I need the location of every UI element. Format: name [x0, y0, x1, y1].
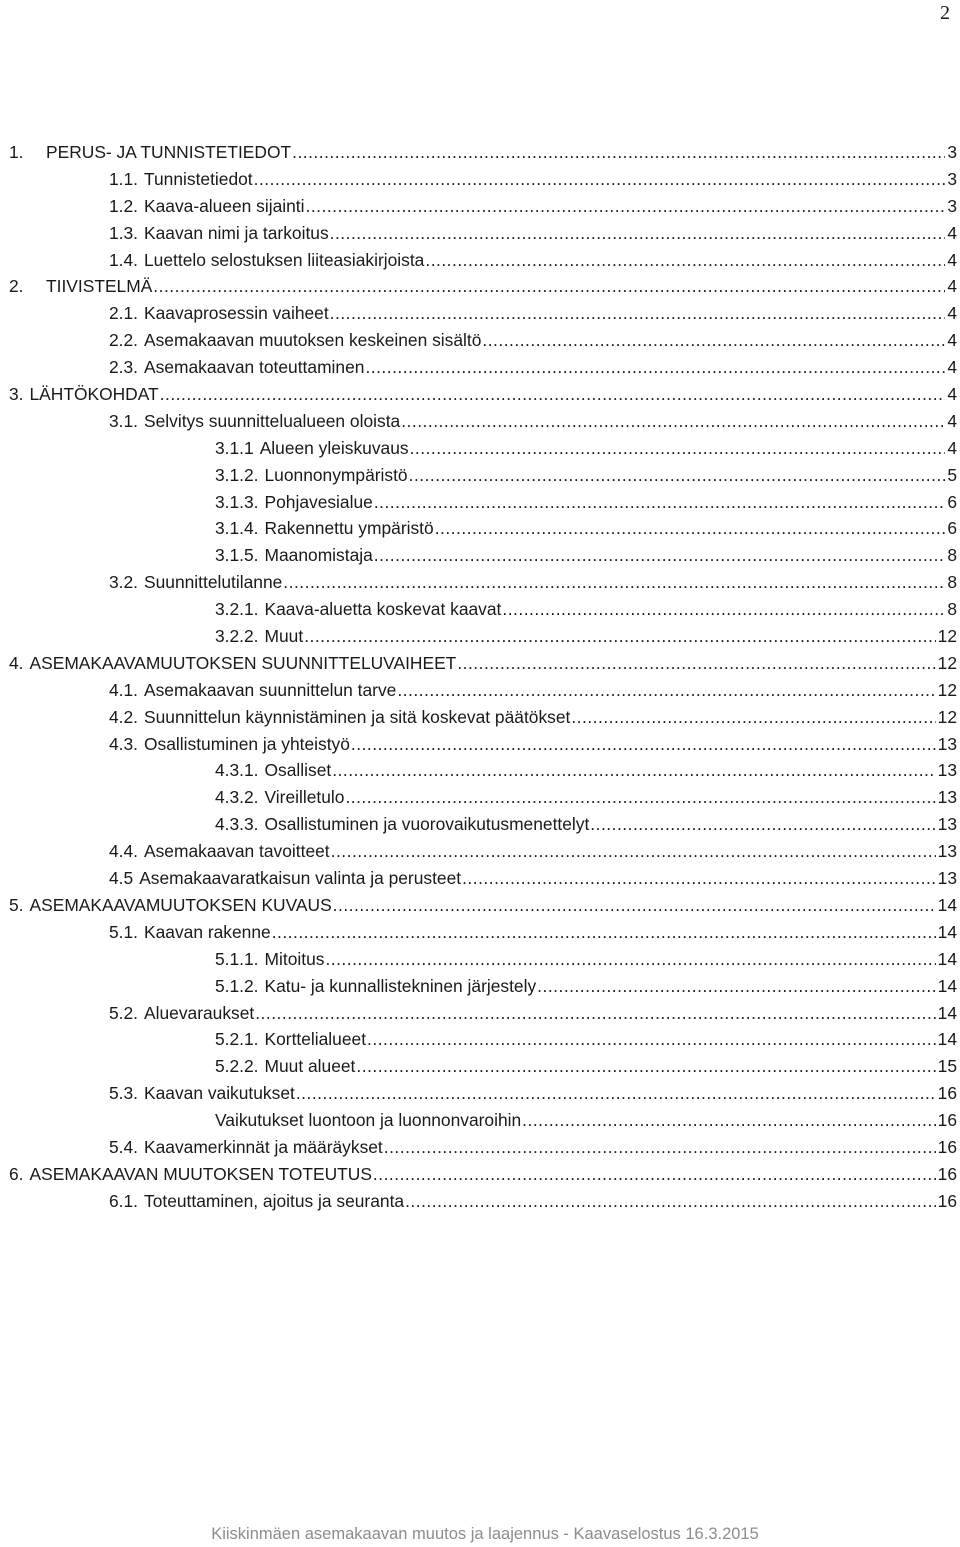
toc-entry-title: Muut alueet	[264, 1056, 356, 1077]
toc-entry-page: 13	[937, 841, 957, 862]
toc-dot-leader	[296, 1082, 936, 1104]
toc-dot-leader	[356, 1055, 935, 1077]
toc-entry[interactable]	[0, 141, 960, 168]
toc-dot-leader	[374, 491, 946, 513]
toc-entry-title: Asemakaavan suunnittelun tarve	[144, 679, 397, 700]
toc-dot-leader	[306, 195, 946, 217]
toc-entry[interactable]	[0, 491, 960, 518]
toc-entry-page: 4	[947, 303, 957, 324]
toc-entry-title: Luettelo selostuksen liiteasiakirjoista	[144, 249, 425, 270]
toc-entry-page: 8	[947, 545, 957, 566]
toc-dot-leader	[405, 1190, 936, 1212]
toc-entry-number: 3.1.1	[215, 437, 254, 458]
toc-entry-page: 13	[937, 868, 957, 889]
toc-entry-page: 12	[937, 679, 957, 700]
toc-entry[interactable]	[0, 302, 960, 329]
toc-entry-page: 4	[947, 276, 957, 297]
toc-dot-leader	[292, 141, 945, 163]
toc-entry[interactable]	[0, 598, 960, 625]
toc-entry[interactable]	[0, 1136, 960, 1163]
toc-entry-page: 14	[937, 1029, 957, 1050]
toc-entry-page: 14	[937, 1002, 957, 1023]
toc-entry-title: Asemakaavan muutoksen keskeinen sisältö	[144, 330, 482, 351]
toc-entry-page: 4	[947, 410, 957, 431]
toc-entry-title: Selvitys suunnittelualueen oloista	[144, 410, 401, 431]
toc-entry-title: ASEMAKAAVAN MUUTOKSEN TOTEUTUS	[29, 1163, 372, 1184]
toc-entry-title: Suunnittelun käynnistäminen ja sitä koskevat päätökset	[144, 706, 571, 727]
toc-entry-title: Korttelialueet	[264, 1029, 367, 1050]
toc-entry-number: 4.	[9, 652, 24, 673]
toc-entry[interactable]	[0, 464, 960, 491]
toc-dot-leader	[571, 706, 935, 728]
toc-entry-number: 2.1.	[109, 303, 139, 324]
toc-entry-title: Pohjavesialue	[264, 491, 373, 512]
toc-entry-number: 5.2.1.	[215, 1029, 259, 1050]
toc-dot-leader	[330, 302, 946, 324]
toc-entry-title: Mitoitus	[264, 948, 325, 969]
toc-entry-page: 13	[937, 760, 957, 781]
toc-dot-leader	[330, 222, 946, 244]
toc-entry-title: LÄHTÖKOHDAT	[29, 384, 159, 405]
toc-entry[interactable]	[0, 329, 960, 356]
toc-entry[interactable]	[0, 867, 960, 894]
toc-entry-title: Kaavamerkinnät ja määräykset	[144, 1136, 383, 1157]
toc-entry[interactable]	[0, 356, 960, 383]
toc-dot-leader	[304, 625, 935, 647]
toc-entry[interactable]	[0, 383, 960, 410]
toc-dot-leader	[332, 759, 935, 781]
toc-entry-number: 3.1.3.	[215, 491, 259, 512]
toc-entry-number: 2.	[9, 276, 24, 297]
toc-entry-page: 4	[947, 249, 957, 270]
toc-dot-leader	[425, 249, 945, 271]
toc-entry-page: 13	[937, 814, 957, 835]
page-number: 2	[940, 2, 950, 24]
toc-entry-page: 8	[947, 599, 957, 620]
toc-dot-leader	[435, 517, 946, 539]
toc-entry[interactable]	[0, 249, 960, 276]
toc-entry-page: 3	[947, 168, 957, 189]
toc-entry-number: 2.3.	[109, 357, 139, 378]
toc-entry-title: Luonnonympäristö	[264, 464, 408, 485]
toc-entry-title: Kaava-aluetta koskevat kaavat	[264, 599, 502, 620]
toc-entry-page: 14	[937, 975, 957, 996]
toc-dot-leader	[401, 410, 945, 432]
toc-entry-number: 1.3.	[109, 222, 139, 243]
toc-entry-number: 3.1.	[109, 410, 139, 431]
toc-entry-title: Suunnittelutilanne	[144, 572, 283, 593]
toc-dot-leader	[351, 733, 936, 755]
toc-dot-leader	[331, 840, 936, 862]
toc-dot-leader	[590, 813, 935, 835]
toc-entry[interactable]	[0, 786, 960, 813]
toc-entry-title: Maanomistaja	[264, 545, 373, 566]
toc-entry-number: 1.	[9, 142, 24, 162]
toc-entry-title: Osallistuminen ja vuorovaikutusmenettelyt	[264, 814, 590, 835]
toc-entry-title: Kaava-alueen sijainti	[144, 195, 305, 216]
toc-entry-page: 12	[937, 706, 957, 727]
toc-entry-number: 3.2.1.	[215, 599, 259, 620]
toc-entry-number: 4.3.2.	[215, 787, 259, 808]
toc-dot-leader	[457, 652, 935, 674]
table-of-contents	[0, 141, 960, 1217]
toc-entry[interactable]	[0, 517, 960, 544]
toc-dot-leader	[537, 975, 936, 997]
toc-entry[interactable]	[0, 1082, 960, 1109]
toc-entry-number: 3.1.4.	[215, 518, 259, 539]
toc-entry-page: 4	[947, 330, 957, 351]
toc-dot-leader	[272, 921, 936, 943]
toc-dot-leader	[374, 544, 946, 566]
toc-entry-number: 4.4.	[109, 841, 139, 862]
toc-dot-leader	[153, 275, 945, 297]
toc-entry[interactable]	[0, 813, 960, 840]
toc-entry-page: 16	[937, 1083, 957, 1104]
toc-entry-page: 5	[947, 464, 957, 485]
toc-entry-page: 12	[937, 626, 957, 647]
toc-dot-leader	[373, 1163, 936, 1185]
toc-entry-title: Osallistuminen ja yhteistyö	[144, 733, 350, 754]
toc-entry-title: Kaavan nimi ja tarkoitus	[144, 222, 329, 243]
page-footer: Kiiskinmäen asemakaavan muutos ja laajennus - Kaavaselostus 16.3.2015	[211, 1525, 759, 1543]
toc-entry-number: 5.	[9, 894, 24, 915]
toc-entry-page: 14	[937, 894, 957, 915]
toc-entry-number: 1.1.	[109, 168, 139, 189]
toc-dot-leader	[325, 948, 935, 970]
toc-entry-number: 5.1.1.	[215, 948, 259, 969]
toc-entry[interactable]	[0, 921, 960, 948]
toc-entry-number: 3.2.	[109, 572, 139, 593]
toc-entry-page: 13	[937, 733, 957, 754]
toc-entry[interactable]	[0, 275, 960, 302]
toc-entry[interactable]	[0, 840, 960, 867]
toc-entry-title: Rakennettu ympäristö	[264, 518, 434, 539]
toc-entry[interactable]	[0, 195, 960, 222]
toc-entry-page: 14	[937, 948, 957, 969]
toc-entry-number: 3.1.2.	[215, 464, 259, 485]
toc-entry-title: Toteuttaminen, ajoitus ja seuranta	[144, 1190, 405, 1211]
toc-entry-number: 5.2.2.	[215, 1056, 259, 1077]
toc-entry[interactable]	[0, 975, 960, 1002]
toc-entry[interactable]	[0, 625, 960, 652]
toc-entry-title: PERUS- JA TUNNISTETIEDOT	[46, 142, 292, 162]
toc-entry-title: Vireilletulo	[264, 787, 345, 808]
toc-dot-leader	[462, 867, 936, 889]
toc-entry-number: 4.1.	[109, 679, 139, 700]
toc-entry-number: 5.1.2.	[215, 975, 259, 996]
toc-entry-number: 4.3.3.	[215, 814, 259, 835]
toc-entry-number: 4.2.	[109, 706, 139, 727]
toc-entry[interactable]	[0, 544, 960, 571]
toc-entry[interactable]	[0, 733, 960, 760]
toc-entry-title: Alueen yleiskuvaus	[259, 437, 409, 458]
toc-entry-number: 5.3.	[109, 1083, 139, 1104]
toc-entry-title: Osalliset	[264, 760, 332, 781]
toc-entry-number: 4.3.	[109, 733, 139, 754]
toc-entry-page: 6	[947, 518, 957, 539]
toc-entry-number: 4.3.1.	[215, 760, 259, 781]
toc-dot-leader	[255, 1002, 935, 1024]
toc-entry-number: 5.1.	[109, 921, 139, 942]
toc-entry-page: 16	[937, 1190, 957, 1211]
toc-entry-number: 3.	[9, 384, 24, 405]
toc-dot-leader	[367, 1028, 936, 1050]
toc-entry-page: 8	[947, 572, 957, 593]
toc-entry-number: 5.4.	[109, 1136, 139, 1157]
toc-entry[interactable]	[0, 759, 960, 786]
toc-entry-title: Asemakaavan toteuttaminen	[144, 357, 365, 378]
toc-entry[interactable]	[0, 1028, 960, 1055]
toc-entry[interactable]	[0, 1002, 960, 1029]
toc-dot-leader	[410, 437, 946, 459]
toc-entry[interactable]	[0, 1109, 960, 1136]
toc-dot-leader	[397, 679, 935, 701]
toc-entry-title: Vaikutukset luontoon ja luonnonvaroihin	[215, 1110, 522, 1131]
toc-entry-page: 4	[947, 384, 957, 405]
toc-entry-number: 3.1.5.	[215, 545, 259, 566]
toc-entry-title: Katu- ja kunnallistekninen järjestely	[264, 975, 537, 996]
toc-dot-leader	[482, 329, 945, 351]
toc-entry[interactable]	[0, 168, 960, 195]
toc-entry-page: 12	[937, 652, 957, 673]
toc-entry-page: 15	[937, 1056, 957, 1077]
toc-entry-page: 4	[947, 357, 957, 378]
toc-dot-leader	[254, 168, 946, 190]
toc-entry[interactable]	[0, 222, 960, 249]
toc-entry-number: 3.2.2.	[215, 626, 259, 647]
toc-entry-page: 4	[947, 437, 957, 458]
toc-entry-number: 4.5	[109, 868, 134, 889]
toc-entry-title: Kaavan vaikutukset	[144, 1083, 295, 1104]
toc-entry-number: 2.2.	[109, 330, 139, 351]
toc-dot-leader	[333, 894, 936, 916]
toc-entry-title: Asemakaavaratkaisun valinta ja perusteet	[139, 868, 462, 889]
toc-entry-page: 13	[937, 787, 957, 808]
toc-entry-title: TIIVISTELMÄ	[46, 276, 153, 297]
toc-entry[interactable]	[0, 679, 960, 706]
toc-entry-title: Asemakaavan tavoitteet	[144, 841, 330, 862]
toc-entry[interactable]	[0, 410, 960, 437]
toc-entry[interactable]	[0, 437, 960, 464]
toc-entry-number: 5.2.	[109, 1002, 139, 1023]
toc-dot-leader	[409, 464, 946, 486]
toc-entry-page: 14	[937, 921, 957, 942]
toc-entry[interactable]	[0, 706, 960, 733]
toc-entry-number: 1.4.	[109, 249, 139, 270]
toc-entry-number: 6.	[9, 1163, 24, 1184]
toc-dot-leader	[283, 571, 945, 593]
toc-entry-page: 6	[947, 491, 957, 512]
toc-entry-page: 16	[937, 1110, 957, 1131]
toc-entry[interactable]	[0, 894, 960, 921]
toc-entry-title: ASEMAKAAVAMUUTOKSEN SUUNNITTELUVAIHEET	[29, 652, 457, 673]
toc-entry-title: Kaavan rakenne	[144, 921, 271, 942]
toc-entry[interactable]	[0, 652, 960, 679]
toc-dot-leader	[384, 1136, 936, 1158]
toc-entry-title: Aluevaraukset	[144, 1002, 255, 1023]
toc-entry-title: Muut	[264, 626, 304, 647]
toc-entry-title: ASEMAKAAVAMUUTOKSEN KUVAUS	[29, 894, 332, 915]
toc-entry-page: 16	[937, 1163, 957, 1184]
toc-entry-title: Kaavaprosessin vaiheet	[144, 303, 329, 324]
toc-entry-page: 4	[947, 222, 957, 243]
toc-entry-title: Tunnistetiedot	[144, 168, 253, 189]
toc-dot-leader	[502, 598, 945, 620]
toc-entry-page: 3	[947, 195, 957, 216]
toc-entry-page: 16	[937, 1136, 957, 1157]
toc-entry[interactable]	[0, 1055, 960, 1082]
toc-dot-leader	[522, 1109, 935, 1131]
toc-dot-leader	[365, 356, 945, 378]
toc-entry-page: 3	[947, 142, 957, 162]
toc-entry[interactable]	[0, 948, 960, 975]
toc-entry[interactable]	[0, 571, 960, 598]
toc-entry-number: 6.1.	[109, 1190, 139, 1211]
toc-dot-leader	[345, 786, 935, 808]
toc-entry[interactable]	[0, 1163, 960, 1190]
toc-entry[interactable]	[0, 1190, 960, 1217]
toc-entry-number: 1.2.	[109, 195, 139, 216]
toc-dot-leader	[160, 383, 946, 405]
